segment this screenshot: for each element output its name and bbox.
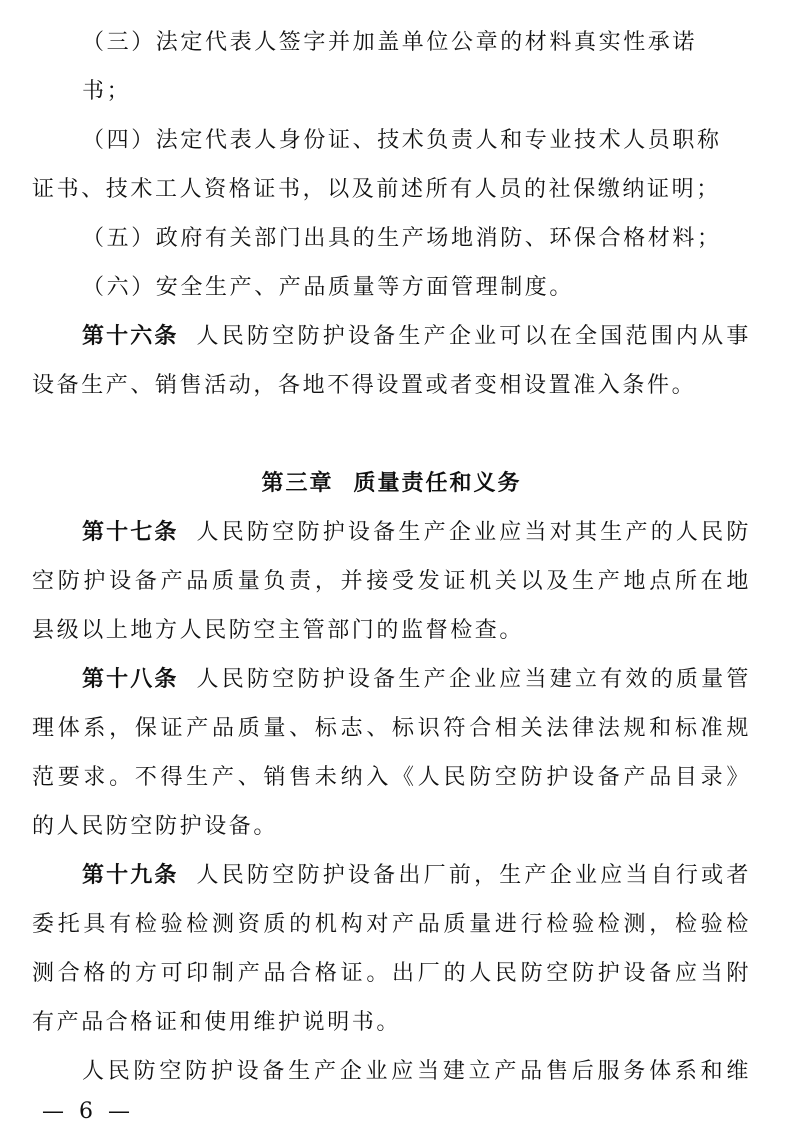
article-18-line-3: 范要求。不得生产、销售未纳入《人民防空防护设备产品目录》 xyxy=(32,765,751,790)
page-number: — 6 — xyxy=(42,1099,134,1124)
list-item-5-line-1: （五）政府有关部门出具的生产场地消防、环保合格材料； xyxy=(82,226,722,251)
article-19-line-4: 有产品合格证和使用维护说明书。 xyxy=(32,1010,402,1035)
list-item-6-line-1: （六）安全生产、产品质量等方面管理制度。 xyxy=(82,275,575,300)
article-18-line-2: 理体系，保证产品质量、标志、标识符合相关法律法规和标准规 xyxy=(32,716,751,741)
article-17-line-1 xyxy=(32,508,751,557)
article-18-line-4: 的人民防空防护设备。 xyxy=(32,814,279,839)
article-17-label: 第十七条 xyxy=(82,520,179,545)
list-item-3-line-1: （三）法定代表人签字并加盖单位公章的材料真实性承诺 xyxy=(82,30,698,55)
article-17-line-2: 空防护设备产品质量负责，并接受发证机关以及生产地点所在地 xyxy=(32,569,751,594)
article-19-line-2: 委托具有检验检测资质的机构对产品质量进行检验检测，检验检 xyxy=(32,912,751,937)
list-item-4-line-2: 证书、技术工人资格证书，以及前述所有人员的社保缴纳证明； xyxy=(32,177,721,202)
document-page xyxy=(32,18,751,1096)
blank-line xyxy=(32,410,751,459)
chapter-3-number: 第三章 xyxy=(261,471,334,496)
article-16-line-2: 设备生产、销售活动，各地不得设置或者变相设置准入条件。 xyxy=(32,373,697,398)
list-item-4-line-1: （四）法定代表人身份证、技术负责人和专业技术人员职称 xyxy=(82,128,722,153)
article-19-line-3: 测合格的方可印制产品合格证。出厂的人民防空防护设备应当附 xyxy=(32,961,751,986)
article-19-line-1 xyxy=(32,851,751,900)
article-19-label: 第十九条 xyxy=(82,863,179,888)
article-18-label: 第十八条 xyxy=(82,667,179,692)
article-19-paragraph-2-line-1: 人民防空防护设备生产企业应当建立产品售后服务体系和维 xyxy=(82,1059,751,1084)
chapter-3-title: 质量责任和义务 xyxy=(353,471,522,496)
article-18-text: 人民防空防护设备生产企业应当建立有效的质量管 xyxy=(196,667,751,692)
list-item-3-line-2: 书； xyxy=(82,79,132,104)
article-17-line-3: 县级以上地方人民防空主管部门的监督检查。 xyxy=(32,618,525,643)
article-16-line-1 xyxy=(32,312,751,361)
article-17-text: 人民防空防护设备生产企业应当对其生产的人民防 xyxy=(196,520,751,545)
article-16-text: 人民防空防护设备生产企业可以在全国范围内从事 xyxy=(196,324,751,349)
article-19-text: 人民防空防护设备出厂前，生产企业应当自行或者 xyxy=(196,863,751,888)
chapter-3-heading xyxy=(32,459,751,508)
article-16-label: 第十六条 xyxy=(82,324,179,349)
article-18-line-1 xyxy=(32,655,751,704)
